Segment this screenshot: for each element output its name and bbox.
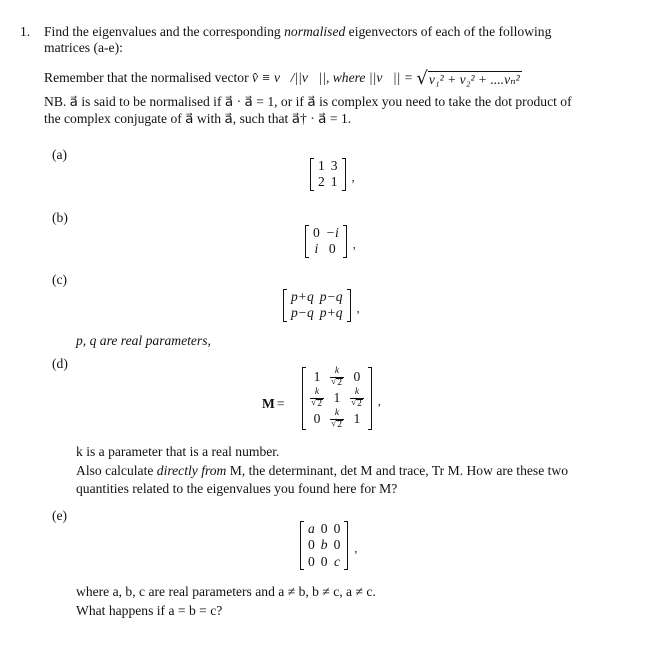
matrix-a-comma: , xyxy=(351,169,355,184)
k-over-root2: k √ 2 xyxy=(350,387,362,409)
part-e-note2: What happens if a = b = c? xyxy=(76,603,223,618)
matrix-b xyxy=(305,225,356,258)
matrix-e-cell: a xyxy=(308,521,315,536)
matrix-e-cell: 0 xyxy=(333,537,341,553)
intro-text-b: eigenvectors of each of the following xyxy=(345,24,552,39)
matrix-d-name: M xyxy=(262,396,275,411)
sqrt-body: v₁² + v₂² + ....vₙ² xyxy=(428,71,520,87)
remember-text: Remember that the normalised vector xyxy=(44,70,252,85)
matrix-d-right-bracket xyxy=(368,367,372,430)
matrix-d-lhs xyxy=(262,396,285,412)
part-d-note2: Also calculate directly from M, the determinant, det M and trace, Tr M. How are these two xyxy=(76,463,569,478)
part-d-note1: k is a parameter that is a real number. xyxy=(76,444,280,459)
matrix-b-cell: 0 xyxy=(313,225,320,240)
matrix-b-grid xyxy=(310,225,342,258)
matrix-d-comma: , xyxy=(377,394,381,408)
matrix-d-cell: 0 xyxy=(353,369,361,385)
nb-line1: NB. a⃗ is said to be normalised if a⃗ · a⃗ = 1, or if a⃗ is complex you need to take the dot product of xyxy=(44,94,572,109)
normalisation-formula: v̂ ≡ v⃗/||v⃗||, where ||v⃗|| = xyxy=(252,70,417,85)
matrix-e-cell: c xyxy=(333,553,341,569)
matrix-b-right-bracket xyxy=(343,225,347,258)
intro-emphasis: normalised xyxy=(284,24,346,39)
part-a-label: (a) xyxy=(52,147,68,162)
matrix-c-cell: p−q xyxy=(319,289,343,304)
sqrt-expression xyxy=(416,70,521,88)
remember-line xyxy=(44,68,522,89)
matrix-d-cell: 1 xyxy=(333,390,341,406)
matrix-b-cell: 0 xyxy=(328,241,336,257)
matrix-d-cell: 0 xyxy=(313,411,321,427)
matrix-e xyxy=(300,521,357,570)
matrix-d xyxy=(302,367,381,430)
matrix-e-cell: 0 xyxy=(308,553,315,569)
matrix-c xyxy=(283,289,360,322)
matrix-c-comma: , xyxy=(356,300,360,315)
matrix-c-cell: p+q xyxy=(319,305,343,321)
matrix-c-cell: p−q xyxy=(291,305,314,321)
nb-line2: the complex conjugate of a⃗ with a⃗, such that a⃗† · a⃗ = 1. xyxy=(44,111,352,126)
matrix-a-cell: 1 xyxy=(318,158,325,173)
intro-text-a: Find the eigenvalues and the corresponding xyxy=(44,24,285,39)
matrix-d-cell xyxy=(327,409,347,430)
matrix-d-cell xyxy=(307,388,327,409)
question-number: 1. xyxy=(20,24,31,39)
question-intro-line1 xyxy=(44,24,551,40)
matrix-a-cell: 1 xyxy=(330,174,338,190)
k-over-root2: k √ 2 xyxy=(330,408,342,430)
matrix-c-right-bracket xyxy=(347,289,351,322)
matrix-a-cell: 2 xyxy=(318,174,325,190)
matrix-d-grid xyxy=(307,367,367,430)
matrix-e-cell: 0 xyxy=(320,521,328,536)
part-d-note3: quantities related to the eigenvalues you found here for M? xyxy=(76,481,398,496)
matrix-e-right-bracket xyxy=(344,521,348,570)
matrix-b-cell: −i xyxy=(325,225,339,240)
matrix-c-cell: p+q xyxy=(291,289,314,304)
matrix-d-cell xyxy=(347,388,367,409)
sqrt-symbol: √ xyxy=(416,68,428,89)
part-d-label: (d) xyxy=(52,356,68,371)
matrix-e-cell: 0 xyxy=(308,537,315,553)
directly-from-emphasis: directly from xyxy=(156,463,227,478)
matrix-e-cell: 0 xyxy=(333,521,341,536)
matrix-e-grid xyxy=(305,521,343,570)
matrix-c-grid xyxy=(288,289,346,322)
matrix-e-cell: 0 xyxy=(320,553,328,569)
matrix-e-cell: b xyxy=(320,537,328,553)
part-e-label: (e) xyxy=(52,508,68,523)
part-e-note1: where a, b, c are real parameters and a ≠ b, b ≠ c, a ≠ c. xyxy=(76,584,376,599)
matrix-b-left-bracket xyxy=(305,225,309,258)
part-b-label: (b) xyxy=(52,210,68,225)
matrix-d-cell: 1 xyxy=(353,411,361,427)
part-c-label: (c) xyxy=(52,272,68,287)
matrix-e-left-bracket xyxy=(300,521,304,570)
k-over-root2: k √ 2 xyxy=(330,366,342,388)
matrix-d-cell: 1 xyxy=(313,369,321,385)
matrix-d-cell xyxy=(327,367,347,388)
matrix-b-cell: i xyxy=(314,241,319,257)
k-over-root2: k √ 2 xyxy=(311,387,322,409)
matrix-a xyxy=(310,158,355,191)
matrix-a-cell: 3 xyxy=(330,158,338,173)
part-c-note: p, q are real parameters, xyxy=(76,333,211,348)
matrix-a-right-bracket xyxy=(342,158,346,191)
matrix-d-left-bracket xyxy=(302,367,306,430)
matrix-c-left-bracket xyxy=(283,289,287,322)
matrix-d-equals: = xyxy=(276,396,285,411)
matrix-b-comma: , xyxy=(352,236,356,251)
question-intro-line2: matrices (a-e): xyxy=(44,40,123,55)
matrix-a-grid xyxy=(315,158,341,191)
matrix-e-comma: , xyxy=(354,540,358,555)
matrix-a-left-bracket xyxy=(310,158,314,191)
